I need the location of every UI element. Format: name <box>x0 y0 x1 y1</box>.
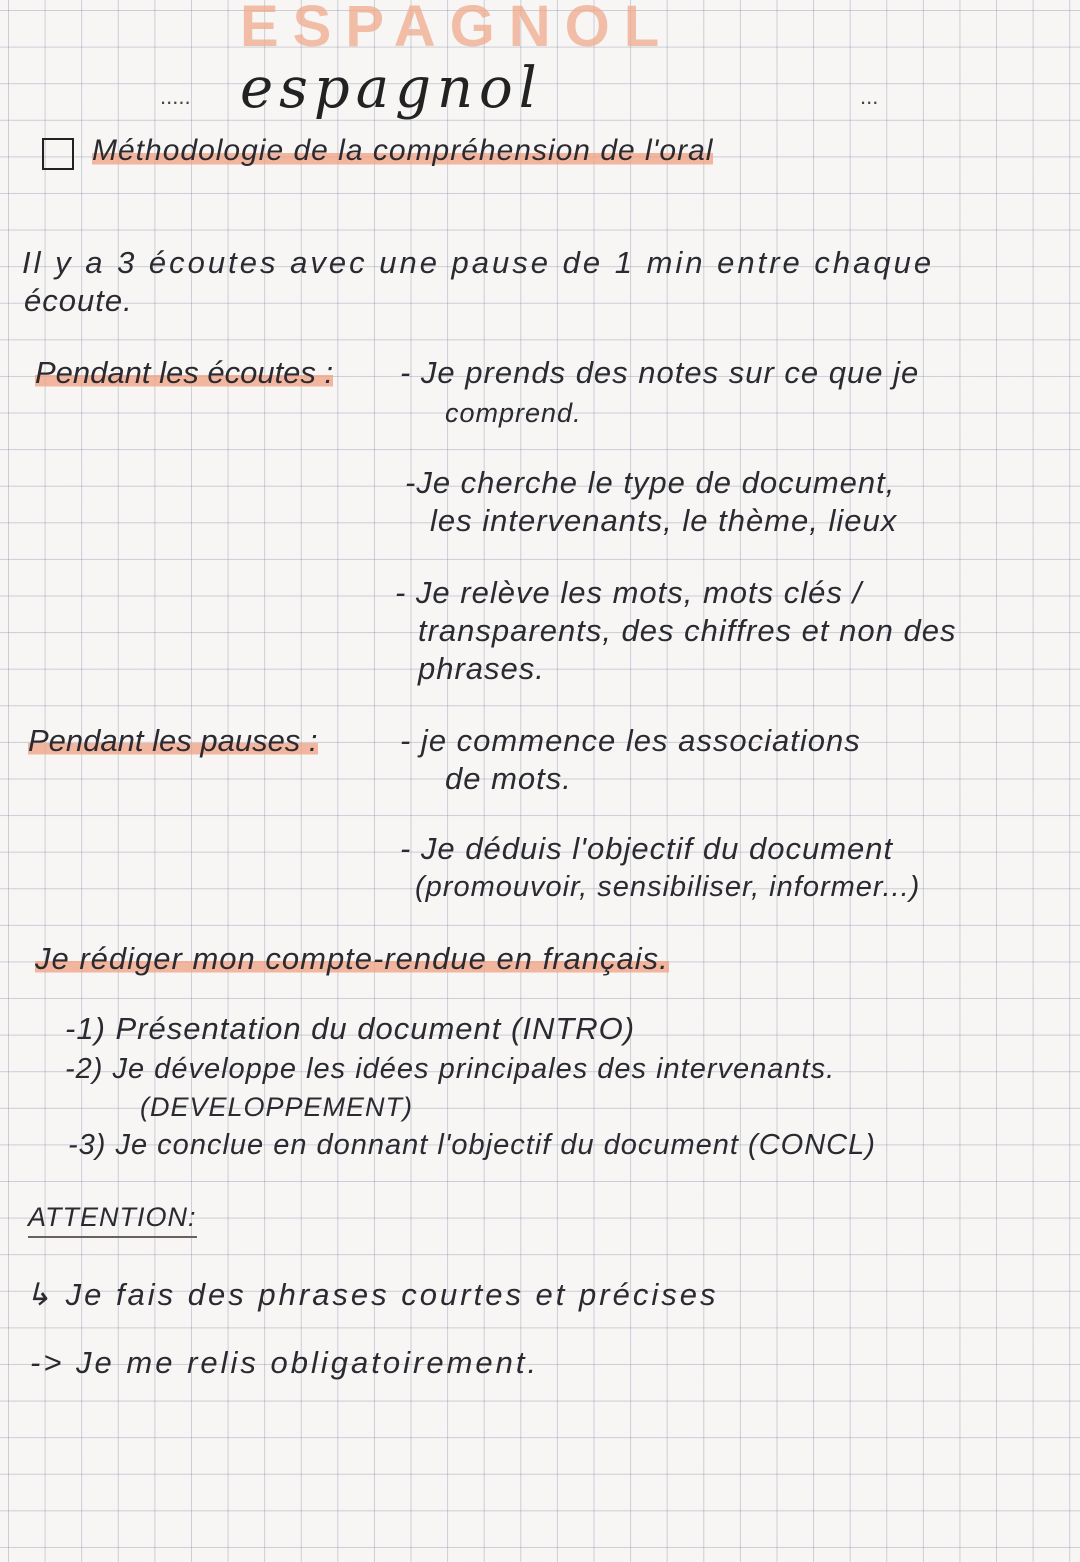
note-line: - je commence les associations <box>400 723 861 758</box>
note-line: - Je relève les mots, mots clés / <box>395 575 863 610</box>
page-title: espagnol <box>240 56 543 121</box>
attention-label: ATTENTION: <box>28 1198 197 1238</box>
note-line: les intervenants, le thème, lieux <box>430 503 898 538</box>
compte-rendu-label: Je rédiger mon compte-rendue en français. <box>35 941 669 976</box>
note-line: phrases. <box>418 651 545 686</box>
step-line: -2) Je développe les idées principales des intervenants. <box>65 1053 836 1085</box>
attention-line: ↳ Je fais des phrases courtes et précises <box>25 1277 719 1312</box>
title-background: ESPAGNOL <box>240 0 674 59</box>
title-dots-right: ... <box>860 84 879 109</box>
note-line: transparents, des chiffres et non des <box>418 613 957 648</box>
note-line: de mots. <box>445 761 572 796</box>
note-line: (promouvoir, sensibiliser, informer...) <box>415 871 921 903</box>
title-dots-left: ..... <box>160 84 191 109</box>
section-heading: Méthodologie de la compréhension de l'oral <box>92 132 713 170</box>
step-line: -1) Présentation du document (INTRO) <box>65 1011 636 1046</box>
note-line: - Je prends des notes sur ce que je <box>400 355 920 390</box>
intro-line: écoute. <box>24 283 133 318</box>
note-line: comprend. <box>445 398 582 428</box>
step-line: -3) Je conclue en donnant l'objectif du document (CONCL) <box>68 1129 876 1161</box>
checkbox <box>42 138 74 170</box>
attention-line: -> Je me relis obligatoirement. <box>30 1345 540 1380</box>
step-line: (DEVELOPPEMENT) <box>140 1092 414 1122</box>
intro-line: Il y a 3 écoutes avec une pause de 1 min entre chaque <box>22 245 935 280</box>
note-line: -Je cherche le type de document, <box>405 465 896 500</box>
note-line: - Je déduis l'objectif du document <box>400 831 894 866</box>
ecoutes-label: Pendant les écoutes : <box>35 355 334 390</box>
pauses-label: Pendant les pauses : <box>28 723 318 758</box>
